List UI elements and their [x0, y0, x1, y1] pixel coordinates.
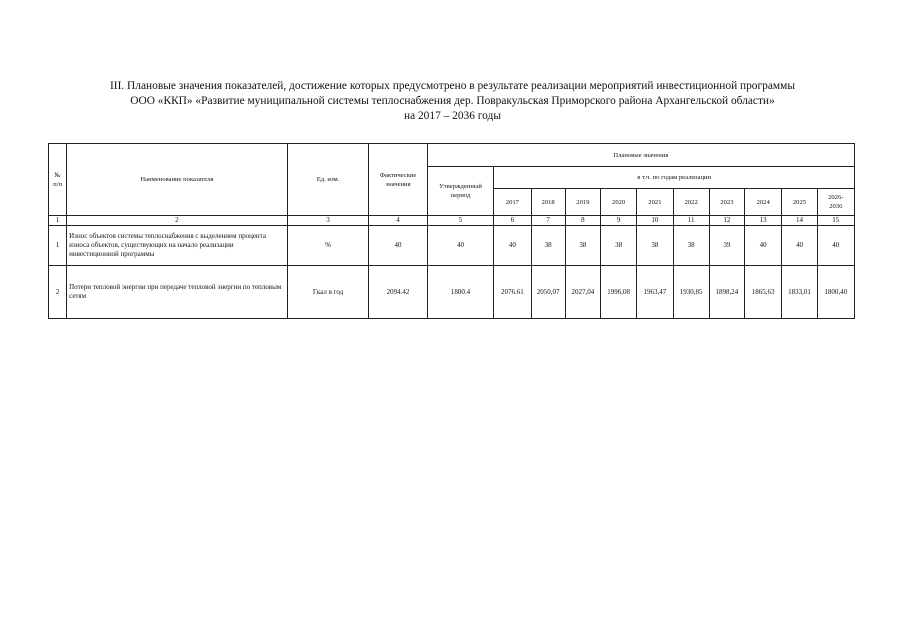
table-row: [49, 226, 855, 266]
title-line-3: на 2017 – 2036 годы: [403, 110, 501, 122]
column-number: 10: [637, 216, 673, 226]
column-number: 13: [745, 216, 782, 226]
row-value: 2050,07: [531, 266, 565, 319]
row-value: 40: [782, 226, 817, 266]
header-year: 2025: [782, 189, 817, 216]
indicators-table: [48, 143, 855, 319]
header-year: 2019: [565, 189, 600, 216]
header-year: 2017: [494, 189, 531, 216]
row-value: 39: [709, 226, 744, 266]
row-approved: 40: [427, 226, 493, 266]
column-number: 9: [601, 216, 637, 226]
header-approved: Утвержденный период: [427, 167, 493, 216]
header-year: 2020: [601, 189, 637, 216]
column-number: 3: [287, 216, 369, 226]
document-title: [20, 79, 885, 124]
header-num: № п/п: [49, 144, 67, 216]
column-number: 4: [369, 216, 427, 226]
header-year: 2024: [745, 189, 782, 216]
header-actual: Фактические значения: [369, 144, 427, 216]
row-value: 1930,85: [673, 266, 709, 319]
row-value: 38: [637, 226, 673, 266]
column-number-row: [49, 216, 855, 226]
header-planned: Плановые значения: [427, 144, 854, 167]
row-value: 1996,08: [601, 266, 637, 319]
header-year: 2023: [709, 189, 744, 216]
header-name: Наименование показателя: [67, 144, 288, 216]
row-value: 38: [565, 226, 600, 266]
header-unit: Ед. изм.: [287, 144, 369, 216]
column-number: 7: [531, 216, 565, 226]
row-value: 38: [531, 226, 565, 266]
header-year: 2022: [673, 189, 709, 216]
column-number: 8: [565, 216, 600, 226]
row-value: 2076.61: [494, 266, 531, 319]
column-number: 6: [494, 216, 531, 226]
column-number: 14: [782, 216, 817, 226]
row-num: 1: [49, 226, 67, 266]
column-number: 5: [427, 216, 493, 226]
row-unit: %: [287, 226, 369, 266]
header-year: 2021: [637, 189, 673, 216]
header-year: 2026- 2036: [817, 189, 854, 216]
column-number: 1: [49, 216, 67, 226]
row-value: 1898,24: [709, 266, 744, 319]
row-value: 1865,63: [745, 266, 782, 319]
row-approved: 1800.4: [427, 266, 493, 319]
row-unit: Гкал в год: [287, 266, 369, 319]
column-number: 11: [673, 216, 709, 226]
row-name: Износ объектов системы теплоснабжения с выделением процента износа объектов, существующих на начало реализации инвестиционной программы: [67, 226, 288, 266]
row-value: 38: [673, 226, 709, 266]
column-number: 15: [817, 216, 854, 226]
header-by-year: в т.ч. по годам реализации: [494, 167, 855, 189]
header-year: 2018: [531, 189, 565, 216]
row-value: 40: [817, 226, 854, 266]
row-value: 40: [494, 226, 531, 266]
row-num: 2: [49, 266, 67, 319]
row-value: 1833,01: [782, 266, 817, 319]
title-line-2: ООО «ККП» «Развитие муниципальной системы теплоснабжения дер. Повракульская Приморского района Архангельской области»: [130, 95, 775, 107]
row-actual: 40: [369, 226, 427, 266]
row-value: 1963,47: [637, 266, 673, 319]
row-actual: 2094.42: [369, 266, 427, 319]
column-number: 2: [67, 216, 288, 226]
row-name: Потери тепловой энергии при передаче тепловой энергии по тепловым сетям: [67, 266, 288, 319]
row-value: 38: [601, 226, 637, 266]
row-value: 40: [745, 226, 782, 266]
column-number: 12: [709, 216, 744, 226]
row-value: 2027,04: [565, 266, 600, 319]
table-row: [49, 266, 855, 319]
row-value: 1800,40: [817, 266, 854, 319]
title-line-1: III. Плановые значения показателей, достижение которых предусмотрено в результате реализации мероприятий инвестиционной программы: [109, 80, 795, 92]
